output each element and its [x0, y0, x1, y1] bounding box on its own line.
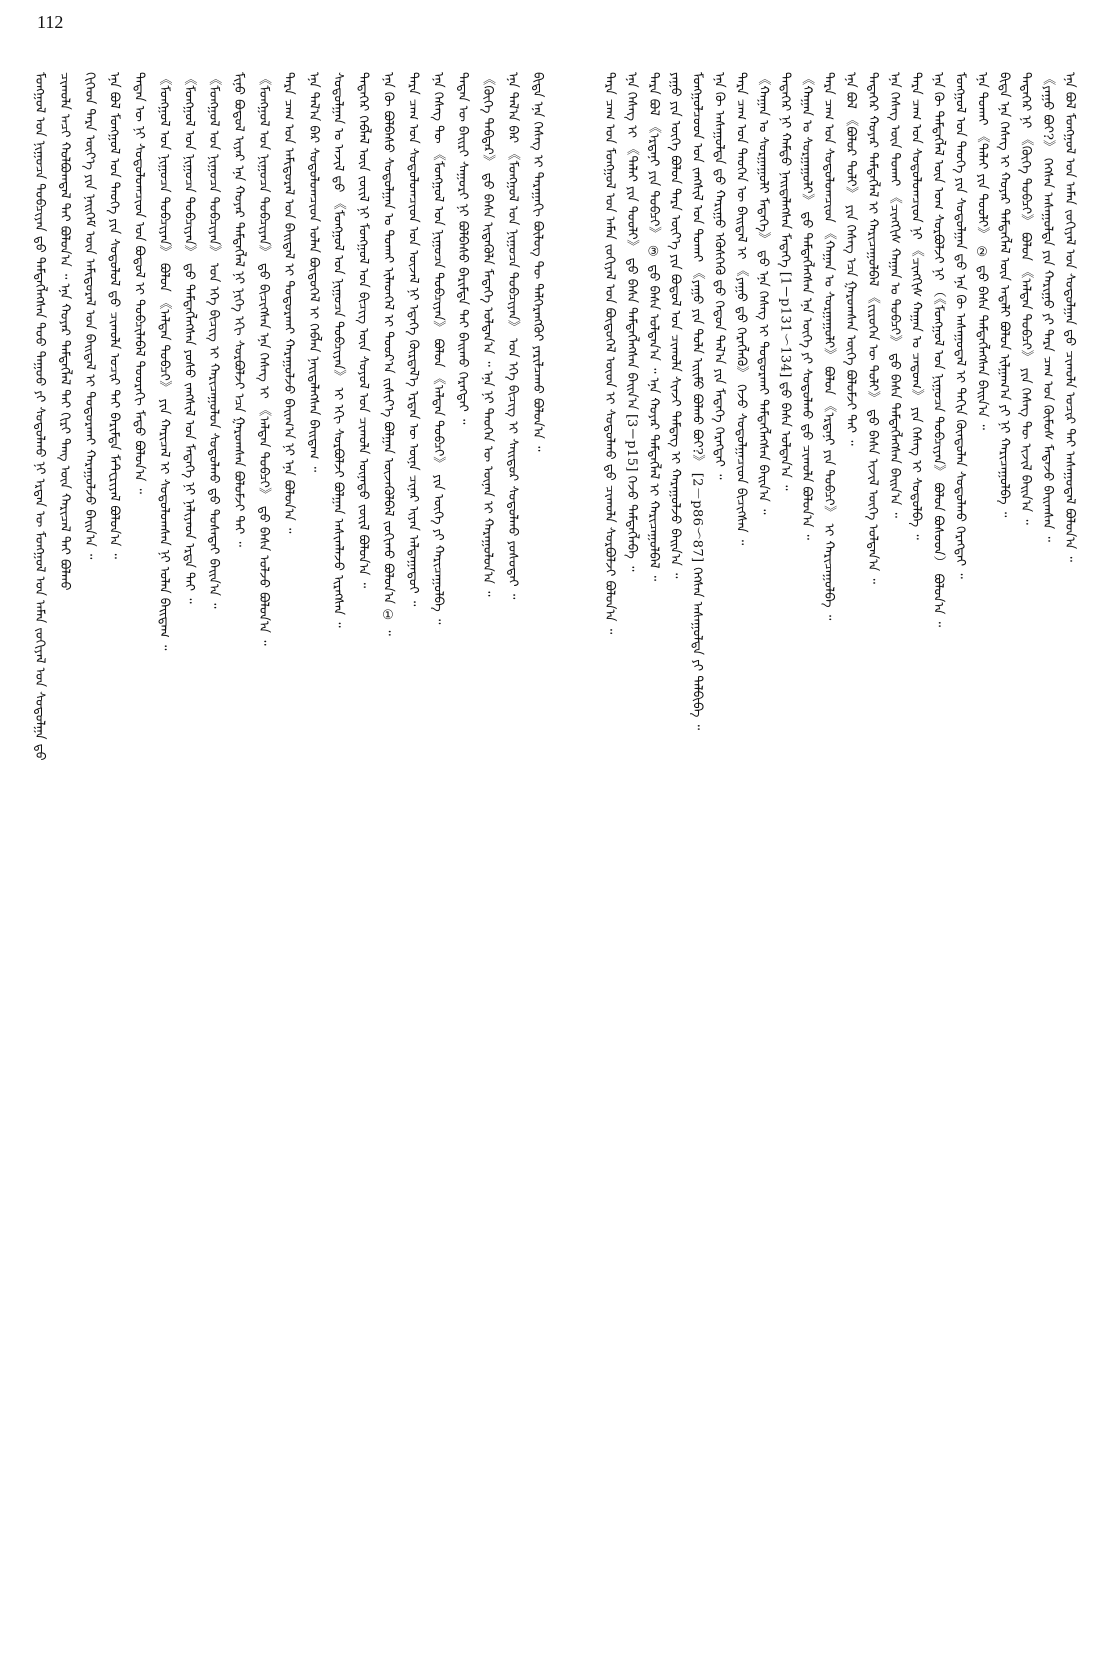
text-line: ᠲᠡᠳᠡᠭᠡᠷ ᠨᠢ 《ᠬᠦᠬᠡ ᠲᠣᠪᠴᠢ》 ᠪᠣᠯᠤᠨ 《ᠠᠯᠲᠠᠨ ᠲᠣᠪᠴᠢ》 ᠶᠢᠨ ᠬᠡᠰᠡᠭ ᠲᠦ ᠢᠵᠢᠯ ᠪᠠᠢᠨ᠎ᠠ ᠃	[1018, 72, 1034, 525]
text-line: ᠮᠣᠩᠭᠣᠯ ᠤᠨ ᠲᠡᠦᠬᠡ ᠶᠢᠨ ᠰᠤᠳᠤᠯᠭᠠᠨ ᠳ᠋ᠤ᠌ ᠡᠨᠡ ᠬᠦ ᠠᠰᠠᠭᠤᠳᠠᠯ ᠢ ᠳᠠᠬᠢᠨ ᠬᠦᠨᠳᠦᠯᠡᠨ ᠰᠤᠳᠤᠯᠬᠤ ᠬᠡᠷᠡᠭᠲᠡᠢ ᠃	[952, 72, 968, 579]
text-line: ᠮᠣᠩᠭᠣᠯᠴᠤᠳ ᠤᠨ ᠵᠠᠩᠰᠢᠯ ᠤᠨ ᠲᠤᠬᠠᠢ 《ᠶᠠᠭᠤ ᠶᠢᠨ ᠲᠤᠯᠠ ᠡᠢᠢᠮᠦ ᠪᠣᠯᠬᠤ ᠪᠤᠢ?》 [2－p86～87] ᠭᠡᠭᠰᠡᠨ ᠠᠰᠠᠭᠤᠯᠲᠠ ᠶᠢ ᠲᠠᠯᠪᠢᠪᠠ ᠃	[689, 72, 705, 731]
page-number: 112	[37, 12, 64, 32]
text-line: 《ᠬᠠᠭᠠᠨ ᠤ ᠰᠤᠷᠭᠠᠭᠤᠯᠢ》 ᠳ᠋ᠤ᠌ ᠲᠡᠮᠳᠡᠭᠯᠡᠭᠰᠡᠨ ᠡᠨᠡ ᠦᠭᠡ ᠶᠢ ᠰᠤᠳᠤᠯᠬᠤ ᠳ᠋ᠤ᠌ ᠴᠢᠬᠤᠯᠠ ᠪᠣᠯᠤᠨ᠎ᠠ ᠃	[799, 72, 815, 540]
text-line: ᠲᠡᠷᠡ ᠴᠠᠭ ᠤᠨ ᠲᠡᠦᠬᠡᠨ ᠦ ᠪᠠᠢᠳᠠᠯ ᠢ 《ᠶᠠᠭᠤ ᠳ᠋ᠤ᠌ ᠬᠡᠷᠡᠭᠯᠡᠬᠦ》 ᠭᠡᠵᠦ ᠰᠤᠳᠤᠯᠭᠠᠴᠢᠳ ᠪᠢᠴᠢᠭᠰᠡᠨ ᠃	[733, 72, 749, 546]
text-line: ᠶᠠᠭᠤ ᠶᠢᠨ ᠦᠭᠡ ᠪᠣᠯᠤᠨ ᠲᠡᠷᠡ ᠦᠶ᠎ᠡ ᠶᠢᠨ ᠪᠣᠳᠤᠯ ᠤᠨ ᠴᠢᠬᠤᠯᠠ ᠰᠢᠨᠵᠢ ᠲᠡᠮᠳᠡᠭ ᠢ ᠬᠠᠷᠠᠭᠤᠯᠵᠤ ᠪᠠᠢᠨ᠎ᠠ ᠃	[667, 72, 683, 579]
text-line: ᠡᠨᠡ ᠬᠦ ᠲᠡᠮᠳᠡᠭᠯᠡᠯ ᠦᠨ ᠤᠭ ᠰᠤᠷᠪᠤᠯᠵᠢ ᠨᠢ （《ᠮᠣᠩᠭᠣᠯ ᠤᠨ ᠨᠢᠭᠤᠴᠠ ᠲᠣᠪᠴᠢᠶᠠᠨ》 ᠪᠣᠯᠤᠨ ᠪᠤᠰᠤᠳ） ᠪᠣᠯᠤᠨ᠎ᠠ ᠃	[930, 72, 946, 628]
text-line: ᠲᠡᠳᠡᠭᠡᠷ ᠬᠡᠪᠯᠡᠯ ᠦᠨ ᠵᠦᠢᠯ ᠨᠢ ᠮᠣᠩᠭᠣᠯ ᠤᠨ ᠪᠢᠴᠢᠭ ᠦᠨ ᠰᠣᠶᠣᠯ ᠤᠨ ᠴᠢᠬᠤᠯᠠ ᠦᠨᠡᠲᠦ ᠵᠦᠢᠯ ᠪᠣᠯᠤᠨ᠎ᠠ ᠃	[355, 72, 371, 589]
text-line: ᠡᠨᠡ ᠪᠣᠯ ᠮᠣᠩᠭᠣᠯ ᠤᠨ ᠲᠡᠦᠬᠡ ᠶᠢᠨ ᠰᠤᠳᠤᠯᠤᠯ ᠳ᠋ᠤ᠌ ᠴᠢᠬᠤᠯᠠ ᠤᠴᠢᠷ ᠲᠠᠢ ᠪᠠᠷᠢᠮᠲᠠ ᠮᠠᠲᠧᠷᠢᠶᠠᠯ ᠪᠣᠯᠤᠨ᠎ᠠ ᠃	[106, 72, 122, 559]
text-line: ᠲᠡᠳᠡᠭᠡᠷ ᠬᠣᠶᠠᠷ ᠲᠡᠮᠳᠡᠭᠯᠡᠯ ᠢ ᠬᠠᠷᠢᠴᠠᠭᠤᠯᠪᠠᠯ 《ᠵᠢᠷᠦᠬᠡᠨ ᠦ ᠲᠣᠯᠢ》 ᠳ᠋ᠤ᠌ ᠪᠠᠰᠠ ᠢᠵᠢᠯ ᠦᠭᠡ ᠣᠯᠳᠠᠨ᠎ᠠ ᠃	[864, 72, 880, 584]
text-line: 《ᠶᠠᠭᠤ ᠪᠣᠢ?》 ᠭᠡᠭᠰᠡᠨ ᠠᠰᠠᠭᠤᠯᠲᠠ ᠶᠢᠨ ᠬᠠᠷᠢᠭᠤ ᠶᠢ ᠲᠡᠷᠡ ᠴᠠᠭ ᠤᠨ ᠬᠦᠮᠦᠰ ᠮᠡᠳᠡᠵᠦ ᠪᠠᠢᠭᠰᠠᠨ ᠃	[1040, 72, 1056, 542]
text-line: ᠡᠨᠡ ᠲᠠᠯ᠎ᠠ ᠪᠠᠷ ᠰᠤᠳᠤᠯᠤᠭᠴᠢᠳ ᠣᠯᠠᠨ ᠪᠦᠲᠦᠭᠡᠯ ᠢ ᠬᠡᠪᠯᠡᠨ ᠨᠡᠢᠲᠡᠯᠡᠭᠰᠡᠨ ᠪᠠᠢᠳᠠᠭ ᠃	[305, 72, 321, 473]
text-line: ᠮᠣᠩᠭᠣᠯ ᠤᠨ ᠨᠢᠭᠤᠴᠠ ᠲᠣᠪᠴᠢᠶᠠᠨ ᠳ᠋ᠤ᠌ ᠲᠡᠮᠳᠡᠭᠯᠡᠭᠰᠡᠨ ᠳᠤᠤ ᠳᠠᠭᠤᠤ ᠶᠢ ᠰᠣᠳᠤᠯᠬᠤ ᠨᠢ ᠡᠷᠲᠡᠨ ᠦ ᠮᠣᠩᠭᠣᠯ ᠤᠨ ᠠᠮᠠᠨ ᠵᠣᠬᠢᠶᠠᠯ ᠤᠨ ᠰᠤᠳᠤᠯᠭᠠ ᠳ᠋ᠤ᠌	[32, 72, 47, 761]
text-line: ᠲᠡᠷᠡ ᠴᠠᠭ ᠤᠨ ᠰᠤᠳᠤᠯᠤᠭᠴᠢᠳ ᠤᠨ ᠦᠵᠡᠯ ᠨᠢ ᠡᠳᠡᠭᠡ ᠬᠦᠷᠲᠡᠯ᠎ᠡ ᠡᠷᠲᠡᠨ ᠦ ᠦᠨᠡ ᠴᠢᠨᠠᠷ ᠢᠶᠠᠨ ᠠᠯᠳᠠᠭᠠᠳᠤᠢ ᠃	[405, 72, 421, 607]
text-line: ᠲᠡᠷᠡ ᠴᠠᠭ ᠤᠨ ᠰᠤᠳᠤᠯᠤᠭᠴᠢᠳ ᠨᠢ 《ᠴᠢᠩᠭᠢᠰ ᠬᠠᠭᠠᠨ ᠤ ᠴᠠᠳᠤᠭ》 ᠶᠢᠨ ᠬᠡᠰᠡᠭ ᠢ ᠰᠤᠳᠤᠯᠪᠠ ᠃	[908, 72, 924, 540]
text-line: ᠪᠢᠳᠡ ᠡᠨᠡ ᠬᠡᠰᠡᠭ ᠢ ᠳᠠᠷᠠᠭᠠᠬᠢ ᠪᠦᠯᠦᠭ ᠲᠦ ᠳᠡᠯᠭᠡᠷᠡᠩᠭᠦᠢ ᠶᠠᠷᠢᠯᠴᠠᠬᠤ ᠪᠣᠯᠤᠨ᠎ᠠ ᠃	[529, 72, 545, 452]
text-line: ᠬᠢᠭᠡᠳ ᠲᠡᠷᠡ ᠦᠶ᠎ᠡ ᠶᠢᠨ ᠨᠡᠢᠭᠡᠮ ᠦᠨ ᠠᠮᠢᠳᠤᠷᠠᠯ ᠤᠨ ᠪᠠᠢᠳᠠᠯ ᠢ ᠲᠣᠳᠣᠷᠬᠠᠢ ᠬᠠᠷᠠᠭᠤᠯᠵᠤ ᠪᠠᠢᠨ᠎ᠠ ᠃	[81, 72, 97, 560]
text-line: 《ᠬᠠᠭᠠᠨ ᠤ ᠰᠤᠷᠭᠠᠭᠤᠯᠢ ᠮᠡᠳᠡᠭᠡ》 ᠳ᠋ᠤ᠌ ᠡᠨᠡ ᠬᠡᠰᠡᠭ ᠢ ᠲᠣᠳᠣᠷᠬᠠᠢ ᠲᠡᠮᠳᠡᠭᠯᠡᠭᠰᠡᠨ ᠪᠠᠢᠨ᠎ᠠ ᠃	[755, 72, 771, 515]
text-line: ᠲᠡᠷᠡ ᠪᠣᠯ 《ᠡᠷᠳᠡᠨᠢ ᠶᠢᠨ ᠲᠣᠪᠴᠢ》 ③ ᠳ᠋ᠤ᠌ ᠪᠠᠰᠠ ᠣᠯᠳᠠᠨ᠎ᠠ ᠃ ᠡᠨᠡ ᠬᠣᠶᠠᠷ ᠲᠡᠮᠳᠡᠭᠯᠡᠯ ᠢ ᠬᠠᠷᠢᠴᠠᠭᠤᠯᠪᠠᠯ ᠃	[645, 72, 661, 582]
text-line: ᠡᠨᠡ ᠬᠡᠰᠡᠭ ᠦᠨ ᠲᠤᠬᠠᠢ 《ᠴᠢᠩᠭᠢᠰ ᠬᠠᠭᠠᠨ ᠤ ᠲᠣᠪᠴᠢ》 ᠳ᠋ᠤ᠌ ᠪᠠᠰᠠ ᠲᠡᠮᠳᠡᠭᠯᠡᠭᠰᠡᠨ ᠪᠠᠢᠨ᠎ᠠ ᠃	[886, 72, 902, 518]
text-line: ᠡᠨᠡ ᠬᠦ ᠪᠣᠯᠪᠠᠰᠤ ᠰᠤᠳᠤᠯᠭᠠᠨ ᠤ ᠲᠤᠬᠠᠢ ᠢᠯᠡᠳᠭᠡᠯ ᠢ ᠳᠣᠣᠷ᠎ᠠ ᠵᠢᠱᠢᠶ᠎ᠡ ᠪᠣᠯᠭᠠᠨ ᠦᠵᠡᠭᠦᠯᠪᠡᠯ ᠵᠣᠬᠢᠬᠤ ᠪᠣᠯᠤᠨ᠎ᠠ ① ᠃	[380, 72, 396, 636]
text-line: 《ᠮᠣᠩᠭᠣᠯ ᠤᠨ ᠨᠢᠭᠤᠴᠠ ᠲᠣᠪᠴᠢᠶᠠᠨ》 ᠳ᠋ᠤ᠌ ᠲᠡᠮᠳᠡᠭᠯᠡᠭᠰᠡᠨ ᠶᠣᠰᠤ ᠵᠠᠩᠰᠢᠯ ᠤᠨ ᠮᠡᠳᠡᠭᠡ ᠨᠢ ᠨᠡᠯᠢᠶᠡᠳ ᠡᠷᠲᠡ ᠲᠠᠢ ᠃	[181, 72, 197, 604]
text-line: ᠴᠢᠬᠤᠯᠠ ᠠᠴᠢ ᠬᠣᠯᠪᠣᠭᠳᠠᠯ ᠲᠠᠢ ᠪᠣᠯᠤᠨ᠎ᠠ ᠃ ᠡᠨᠡ ᠬᠣᠶᠠᠷ ᠲᠡᠮᠳᠡᠭᠯᠡᠯ ᠲᠠᠢ ᠬᠢᠷᠢ ᠲᠡᠩ ᠦᠨ ᠬᠠᠷᠢᠴᠠᠯ ᠲᠠᠢ ᠪᠣᠯᠬᠣ	[56, 72, 72, 591]
text-line: ᠲᠡᠷᠡ ᠴᠠᠭ ᠤᠨ ᠮᠣᠩᠭᠣᠯ ᠤᠨ ᠠᠮᠠᠨ ᠵᠣᠬᠢᠶᠠᠯ ᠤᠨ ᠪᠦᠲᠦᠭᠡᠯ ᠦᠳ ᠢ ᠰᠣᠳᠣᠯᠬᠤ ᠳ᠋ᠤ᠌ ᠴᠢᠬᠤᠯᠠ ᠰᠤᠷᠪᠤᠯᠵᠢ ᠪᠣᠯᠤᠨ᠎ᠠ ᠃	[602, 72, 617, 635]
text-line: ᠰᠤᠳᠤᠯᠭᠠᠨ ᠤ ᠠᠵᠢᠯ ᠳ᠋ᠤ᠌ 《ᠮᠣᠩᠭᠣᠯ ᠤᠨ ᠨᠢᠭᠤᠴᠠ ᠲᠣᠪᠴᠢᠶᠠᠨ》 ᠢ ᠡᠬᠢ ᠰᠤᠷᠪᠤᠯᠵᠢ ᠪᠣᠯᠭᠠᠨ ᠠᠰᠢᠭᠯᠠᠵᠤ ᠢᠷᠡᠭᠰᠡᠨ ᠃	[330, 72, 346, 628]
text-line: ᠡᠨᠡ ᠲᠤᠬᠠᠢ 《ᠲᠠᠯᠠᠢ ᠶᠢᠨ ᠲᠤᠤᠯᠢ》 ② ᠳ᠋ᠤ᠌ ᠪᠠᠰᠠ ᠲᠡᠮᠳᠡᠭᠯᠡᠭᠰᠡᠨ ᠪᠠᠢᠨ᠎ᠠ ᠃	[974, 72, 990, 430]
text-line: 《ᠮᠣᠩᠭᠣᠯ ᠤᠨ ᠨᠢᠭᠤᠴᠠ ᠲᠣᠪᠴᠢᠶᠠᠨ》 ᠳ᠋ᠤ᠌ ᠪᠢᠴᠢᠭᠰᠡᠨ ᠡᠨᠡ ᠬᠡᠰᠡᠭ ᠢ 《ᠠᠯᠲᠠᠨ ᠲᠣᠪᠴᠢ》 ᠳ᠋ᠤ᠌ ᠪᠠᠰᠠ ᠣᠯᠵᠤ ᠪᠣᠯᠤᠨ᠎ᠠ ᠃	[256, 72, 272, 646]
left-text-block	[28, 72, 548, 1656]
text-line: ᠲᠡᠷᠡ ᠴᠠᠭ ᠤᠨ ᠠᠮᠢᠳᠤᠷᠠᠯ ᠤᠨ ᠪᠠᠢᠳᠠᠯ ᠢ ᠲᠣᠳᠣᠷᠬᠠᠢ ᠬᠠᠷᠠᠭᠤᠯᠵᠤ ᠪᠠᠢᠭ᠎ᠠ ᠨᠢ ᠡᠨᠡ ᠪᠣᠯᠤᠨ᠎ᠠ ᠃	[280, 72, 296, 534]
text-line: ᠡᠨᠡ ᠲᠠᠯ᠎ᠠ ᠪᠠᠷ 《ᠮᠣᠩᠭᠣᠯ ᠤᠨ ᠨᠢᠭᠤᠴᠠ ᠲᠣᠪᠴᠢᠶᠠᠨ》 ᠤᠨ ᠡᠬᠡ ᠪᠢᠴᠢᠭ ᠢ ᠰᠠᠢᠲᠤᠷ ᠰᠤᠳᠤᠯᠬᠤ ᠶᠣᠰᠤᠲᠠᠢ ᠃	[504, 72, 520, 600]
text-line: 《ᠮᠣᠩᠭᠣᠯ ᠤᠨ ᠨᠢᠭᠤᠴᠠ ᠲᠣᠪᠴᠢᠶᠠᠨ》 ᠪᠣᠯᠤᠨ 《ᠠᠯᠲᠠᠨ ᠲᠣᠪᠴᠢ》 ᠶᠢᠨ ᠬᠠᠷᠢᠴᠠᠯ ᠢ ᠰᠤᠳᠤᠯᠤᠭᠰᠠᠨ ᠨᠢ ᠣᠯᠠᠨ ᠪᠠᠢᠳᠠᠭ ᠃	[156, 72, 172, 651]
text-line: ᠲᠡᠳᠡᠨ ᠦ ᠨᠢ ᠰᠤᠳᠤᠯᠤᠭᠴᠢᠳ ᠤᠨ ᠪᠣᠳᠤᠯ ᠢ ᠲᠣᠪᠴᠢᠯᠠᠪᠠᠯ ᠳᠣᠣᠷᠠᠬᠢ ᠮᠡᠲᠦ ᠪᠣᠯᠤᠨ᠎ᠠ ᠃	[131, 72, 147, 494]
text-line: ᠡᠨᠡ ᠬᠦ ᠠᠰᠠᠭᠤᠯᠲᠠ ᠳ᠋ᠤ᠌ ᠬᠠᠷᠢᠭᠤ ᠡᠭᠦᠰᠬᠡᠬᠦ ᠳ᠋ᠤ᠌ ᠬᠡᠳᠦᠨ ᠲᠠᠯ᠎ᠠ ᠶᠢᠨ ᠮᠡᠳᠡᠭᠡ ᠬᠡᠷᠡᠭᠲᠡᠢ ᠃	[711, 72, 727, 480]
text-line: ᠡᠨᠡ ᠪᠣᠯ 《ᠪᠣᠯᠣᠷ ᠲᠣᠯᠢ》 ᠶᠢᠨ ᠬᠡᠰᠡᠭ ᠡᠴᠡ ᠭᠠᠷᠤᠭᠰᠠᠨ ᠦᠭᠡ ᠪᠣᠯᠤᠮᠵᠢ ᠲᠠᠢ ᠃	[842, 72, 858, 446]
text-line: ᠮᠢᠨᠤ ᠪᠣᠳᠤᠯ ᠢᠶᠠᠷ ᠡᠨᠡ ᠬᠣᠶᠠᠷ ᠲᠡᠮᠳᠡᠭᠯᠡᠯ ᠨᠢ ᠨᠢᠭᠡ ᠡᠬᠢ ᠰᠤᠷᠪᠤᠯᠵᠢ ᠡᠴᠡ ᠭᠠᠷᠤᠭᠰᠠᠨ ᠪᠣᠯᠤᠮᠵᠢ ᠲᠠᠢ ᠃	[231, 72, 247, 547]
text-line: ᠲᠡᠳᠡᠭᠡᠷ ᠨᠢ ᠬᠠᠮᠲᠤ ᠨᠡᠢᠲᠡᠯᠡᠭᠰᠡᠨ ᠮᠡᠳᠡᠭᠡ [1－p131～134] ᠳ᠋ᠤ᠌ ᠪᠠᠰᠠ ᠣᠯᠳᠠᠨ᠎ᠠ ᠃	[777, 72, 793, 491]
text-line: ᠪᠢᠳᠡ ᠡᠨᠡ ᠬᠡᠰᠡᠭ ᠢ ᠬᠣᠶᠠᠷ ᠲᠡᠮᠳᠡᠭᠯᠡᠯ ᠦᠨ ᠠᠳᠠᠯᠢ ᠪᠣᠯᠤᠨ ᠢᠯᠭᠠᠭ᠎ᠠ ᠶᠢ ᠨᠢ ᠬᠠᠷᠢᠴᠠᠭᠤᠯᠪᠠ ᠃	[996, 72, 1012, 518]
text-line: 《ᠮᠣᠩᠭᠣᠯ ᠤᠨ ᠨᠢᠭᠤᠴᠠ ᠲᠣᠪᠴᠢᠶᠠᠨ》 ᠤᠨ ᠡᠬᠡ ᠪᠢᠴᠢᠭ ᠢ ᠬᠠᠷᠢᠴᠠᠭᠤᠯᠤᠨ ᠰᠤᠳᠤᠯᠬᠤ ᠳ᠋ᠤ᠌ ᠲᠤᠰᠠᠲᠠᠢ ᠪᠠᠢᠨ᠎ᠠ ᠃	[206, 72, 222, 609]
text-line: ᠡᠨᠡ ᠪᠣᠯ ᠮᠣᠩᠭᠣᠯ ᠤᠨ ᠠᠮᠠᠨ ᠵᠣᠬᠢᠶᠠᠯ ᠤᠨ ᠰᠤᠳᠤᠯᠭᠠᠨ ᠳ᠋ᠤ᠌ ᠴᠢᠬᠤᠯᠠ ᠤᠴᠢᠷ ᠲᠠᠢ ᠠᠰᠠᠭᠤᠳᠠᠯ ᠪᠣᠯᠤᠨ᠎ᠠ ᠃	[1062, 72, 1078, 562]
text-line: ᠡᠨᠡ ᠬᠡᠰᠡᠭ ᠢ 《ᠲᠠᠯᠠᠢ ᠶᠢᠨ ᠲᠤᠤᠯᠢ》 ᠳ᠋ᠤ᠌ ᠪᠠᠰᠠ ᠲᠡᠮᠳᠡᠭᠯᠡᠭᠰᠡᠨ ᠪᠠᠢᠨ᠎ᠠ [3－p15] ᠭᠡᠵᠦ ᠲᠡᠮᠳᠡᠭᠯᠡᠪᠡ ᠃	[623, 72, 639, 572]
text-line: 《ᠬᠦᠬᠡ ᠳᠡᠪᠲᠡᠷ》 ᠳ᠋ᠤ᠌ ᠪᠠᠰᠠ ᠢᠳᠡᠭᠦᠯᠡ ᠮᠡᠳᠡᠭᠡ ᠣᠯᠳᠠᠨ᠎ᠠ ᠃ ᠡᠨᠡ ᠨᠢ ᠲᠡᠦᠬᠡᠨ ᠦ ᠦᠨᠡᠨ ᠢ ᠬᠠᠷᠠᠭᠤᠯᠤᠨ᠎ᠠ ᠃	[480, 72, 496, 597]
text-line: ᠡᠨᠡ ᠬᠡᠰᠡᠭ ᠲᠦ 《ᠮᠣᠩᠭᠣᠯ ᠤᠨ ᠨᠢᠭᠤᠴᠠ ᠲᠣᠪᠴᠢᠶᠠᠨ》 ᠪᠣᠯᠤᠨ 《ᠠᠯᠲᠠᠨ ᠲᠣᠪᠴᠢ》 ᠶᠢᠨ ᠦᠭᠡ ᠶᠢ ᠬᠠᠷᠢᠴᠠᠭᠤᠯᠪᠠ ᠃	[430, 72, 446, 625]
text-line: ᠲᠡᠷᠡ ᠴᠠᠭ ᠤᠨ ᠰᠤᠳᠤᠯᠤᠭᠴᠢᠳ 《ᠬᠠᠭᠠᠨ ᠤ ᠰᠤᠷᠭᠠᠭᠤᠯᠢ》 ᠪᠣᠯᠤᠨ 《ᠡᠷᠳᠡᠨᠢ ᠶᠢᠨ ᠲᠣᠪᠴᠢ》 ᠢ ᠬᠠᠷᠢᠴᠠᠭᠤᠯᠪᠠ ᠃	[821, 72, 837, 621]
text-line: ᠲᠡᠳᠡᠨ ᠦ ᠪᠠᠢᠷᠢ ᠰᠠᠭᠤᠷᠢ ᠨᠢ ᠪᠣᠯᠪᠠᠰᠤ ᠪᠠᠷᠢᠮᠲᠠ ᠲᠠᠢ ᠪᠠᠢᠬᠤ ᠬᠡᠷᠡᠭᠲᠡᠢ ᠃	[455, 72, 471, 425]
right-text-block	[598, 72, 1080, 1656]
